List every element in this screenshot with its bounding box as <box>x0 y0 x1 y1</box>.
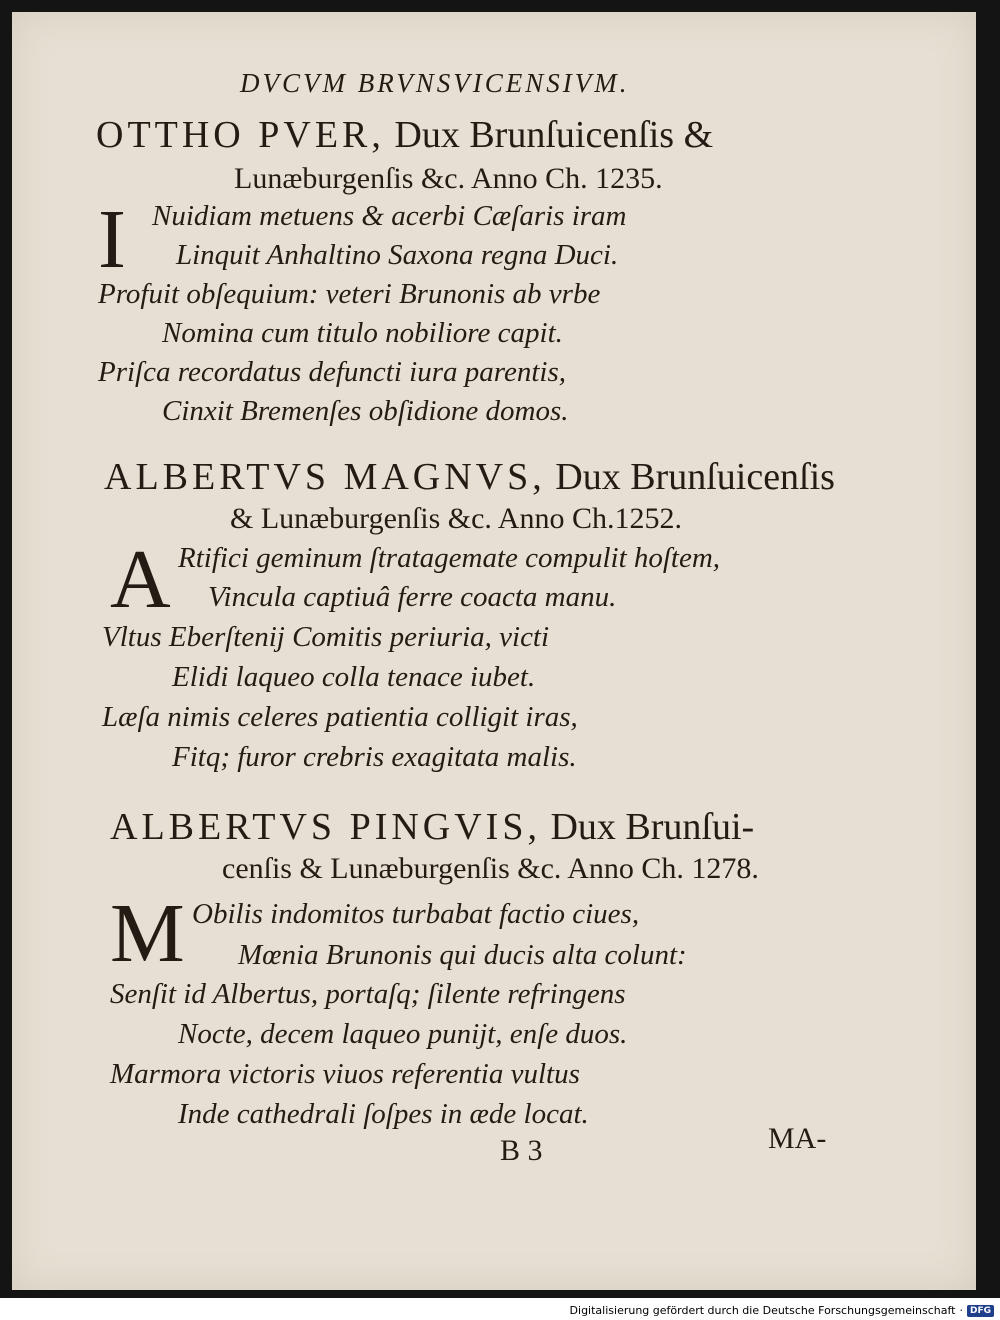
section-3-verse-1: Obilis indomitos turbabat factio ciues, <box>192 898 640 930</box>
footer-text: Digitalisierung gefördert durch die Deutsche Forschungsgemeinschaft <box>569 1304 956 1317</box>
book-page <box>12 12 976 1290</box>
section-1-heading-line2: Lunæburgenſis &c. Anno Ch. 1235. <box>234 162 663 195</box>
section-1-verse-4: Nomina cum titulo nobiliore capit. <box>162 317 563 349</box>
section-3-verse-5: Marmora victoris viuos referentia vultus <box>110 1058 580 1090</box>
section-3-verse-2: Mœnia Brunonis qui ducis alta colunt: <box>238 939 687 971</box>
footer-separator: · <box>959 1304 963 1317</box>
section-2-verse-6: Fitq; furor crebris exagitata malis. <box>172 741 577 773</box>
footer-credit <box>570 1304 994 1317</box>
section-3-initial: M <box>110 887 185 980</box>
section-2-verse-4: Elidi laqueo colla tenace iubet. <box>172 661 536 693</box>
section-1-verse-5: Priſca recordatus defuncti iura parentis, <box>98 356 566 388</box>
section-2-heading <box>104 458 835 496</box>
section-3-heading-line2: cenſis & Lunæburgenſis &c. Anno Ch. 1278. <box>222 852 759 885</box>
section-2-verse-1: Rtifici geminum ſtratagemate compulit hoſtem, <box>178 542 721 574</box>
section-1-heading <box>96 116 713 154</box>
section-1-verse-3: Profuit obſequium: veteri Brunonis ab vrbe <box>98 278 601 310</box>
section-1-verse-1: Nuidiam metuens & acerbi Cæſaris iram <box>152 200 627 232</box>
signature-mark: B 3 <box>500 1134 543 1167</box>
section-3-heading-title: Dux Brunſui- <box>540 806 755 848</box>
running-head: DVCVM BRVNSVICENSIVM. <box>240 68 630 98</box>
section-3-heading-name: ALBERTVS PINGVIS, <box>110 806 541 848</box>
section-2-initial: A <box>110 533 171 626</box>
section-1-initial: I <box>98 193 126 286</box>
dfg-logo-icon: DFG <box>967 1305 994 1317</box>
section-3-heading <box>110 808 754 846</box>
section-1-verse-6: Cinxit Bremenſes obſidione domos. <box>162 395 569 427</box>
section-2-heading-title: Dux Brunſuicenſis <box>545 456 835 498</box>
section-1-verse-2: Linquit Anhaltino Saxona regna Duci. <box>176 239 619 271</box>
section-3-verse-6: Inde cathedrali ſoſpes in æde locat. <box>178 1098 589 1130</box>
section-2-verse-2: Vincula captiuâ ferre coacta manu. <box>208 581 617 613</box>
section-3-verse-3: Senſit id Albertus, portaſq; ſilente refringens <box>110 978 626 1010</box>
section-2-heading-name: ALBERTVS MAGNVS, <box>104 456 546 498</box>
section-2-verse-5: Læſa nimis celeres patientia colligit iras, <box>102 701 578 733</box>
section-1-heading-name: OTTHO PVER, <box>96 114 385 156</box>
section-3-verse-4: Nocte, decem laqueo punijt, enſe duos. <box>178 1018 628 1050</box>
section-1-heading-title: Dux Brunſuicenſis & <box>384 114 714 156</box>
catchword: MA- <box>768 1122 827 1155</box>
section-2-heading-line2: & Lunæburgenſis &c. Anno Ch.1252. <box>230 502 682 535</box>
section-2-verse-3: Vltus Eberſtenij Comitis periuria, victi <box>102 621 550 653</box>
